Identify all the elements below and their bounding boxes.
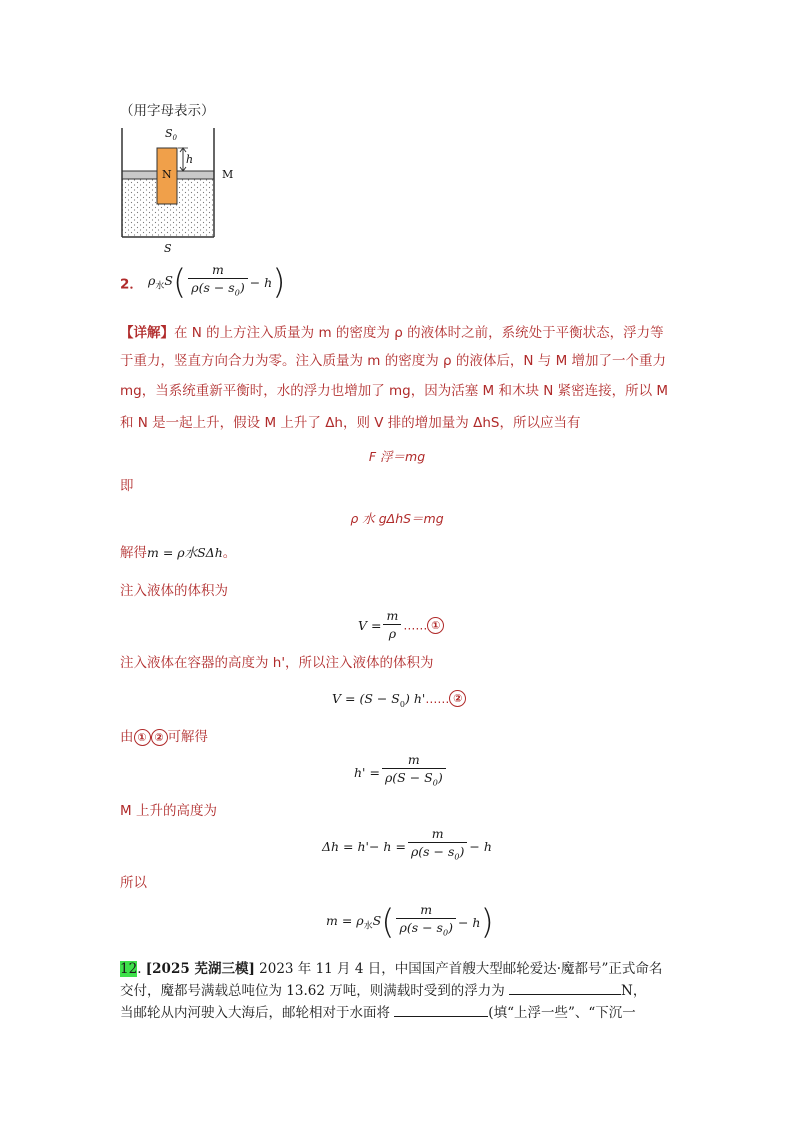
inject-volume-label: 注入液体的体积为 bbox=[120, 583, 228, 599]
question-source: [2025 芜湖三模] bbox=[145, 961, 255, 977]
float-sink-answer-blank[interactable] bbox=[394, 1002, 488, 1017]
question-12-line-2: 交付，魔都号满载总吨位为 13.62 万吨，则满载时受到的浮力为 N， bbox=[120, 980, 646, 1002]
buoyancy-answer-blank[interactable] bbox=[509, 980, 621, 995]
m-rise-label: M 上升的高度为 bbox=[120, 803, 217, 819]
hint-text: （用字母表示） bbox=[120, 103, 215, 119]
m-label: M bbox=[222, 168, 234, 181]
circle-1-marker: ① bbox=[427, 617, 444, 634]
equation-final: $m = \rho_水S$( $\frac{m}{\rho(s - s_0)}$ − h) bbox=[326, 902, 494, 943]
detail-line-1: 【详解】在 N 的上方注入质量为 m 的密度为 ρ 的液体时之前，系统处于平衡状态，浮力等 bbox=[120, 325, 664, 341]
answer-number: 2． bbox=[120, 276, 143, 293]
equation-height: h' = $\frac{m}{\rho(S - S_0)}$ bbox=[354, 752, 448, 793]
equation-buoyancy: F 浮＝mg bbox=[368, 449, 426, 464]
detail-line-4: 和 N 是一起上升，假设 M 上升了 Δh，则 V 排的增加量为 ΔhS，所以应当有 bbox=[120, 415, 581, 431]
circle-2-marker: ② bbox=[449, 690, 466, 707]
answer-2: 2． $\rho_水S$( $\frac{m}{\rho(s - s_0)}$ − h) bbox=[120, 262, 286, 303]
detail-line-2: 于重力，竖直方向合力为零。注入质量为 m 的密度为 ρ 的液体后，N 与 M 增加了一个重力 bbox=[120, 353, 667, 369]
suoyi-text: 所以 bbox=[120, 875, 147, 891]
equation-volume-1: V = $\frac{m}{\rho}$ …… ① bbox=[358, 608, 444, 643]
equation-volume-2: $V = (S - S_0)$ h'…… ② bbox=[332, 688, 466, 709]
s-label: S bbox=[164, 242, 172, 255]
solve-line: 解得m = ρ水SΔh。 bbox=[120, 545, 237, 561]
question-12-line-1: 12. [2025 芜湖三模] 2023 年 11 月 4 日，中国国产首艘大型邮轮爱达·魔都号”正式命名 bbox=[120, 961, 663, 977]
ji-text: 即 bbox=[120, 478, 134, 494]
h-label: h bbox=[186, 153, 194, 166]
equation-delta-h: Δh = h'− h = $\frac{m}{\rho(s - s_0)}$ − h bbox=[322, 826, 492, 862]
from-12-text: 由 ① ② 可解得 bbox=[120, 729, 208, 745]
equation-balance: ρ 水 gΔhS＝mg bbox=[350, 511, 444, 526]
question-12-line-3: 当邮轮从内河驶入大海后，邮轮相对于水面将 (填“上浮一些”、“下沉一 bbox=[120, 1002, 636, 1024]
s0-label: $S_0$ bbox=[165, 127, 178, 142]
rho-symbol: ρ bbox=[148, 273, 156, 288]
question-number: 12 bbox=[120, 961, 138, 977]
n-label: N bbox=[162, 168, 172, 181]
piston-container-figure bbox=[112, 126, 252, 256]
inject-height-text: 注入液体在容器的高度为 h'，所以注入液体的体积为 bbox=[120, 655, 434, 671]
detail-line-3: mg，当系统重新平衡时，水的浮力也增加了 mg，因为活塞 M 和木块 N 紧密连接，所以 M bbox=[120, 383, 669, 399]
